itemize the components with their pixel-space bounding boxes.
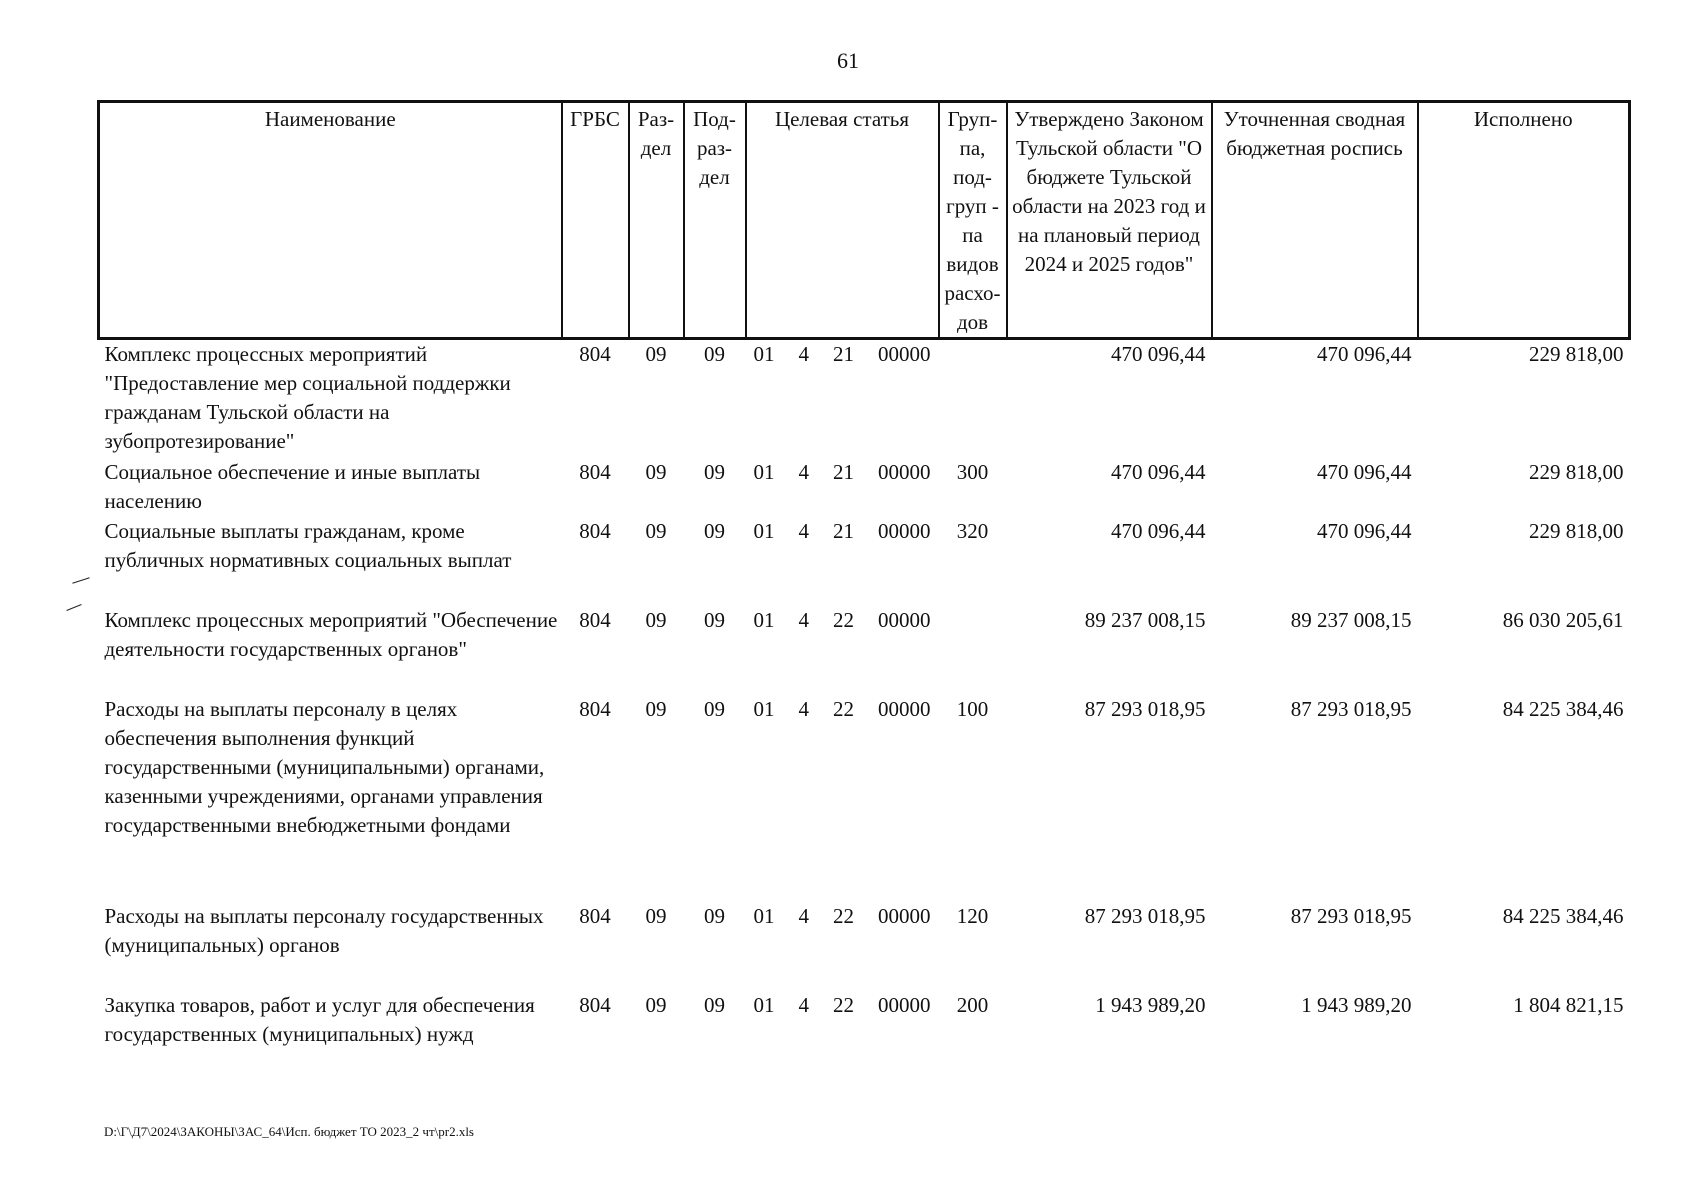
row-executed: 229 818,00 — [1529, 342, 1624, 366]
table-row — [99, 695, 1630, 902]
row-podrazdel: 09 — [704, 342, 725, 366]
table-body — [99, 339, 1630, 1080]
row-executed: 84 225 384,46 — [1502, 903, 1624, 928]
row-expense-group: 100 — [956, 696, 989, 721]
table-row — [99, 606, 1630, 695]
row-refined: 470 096,44 — [1317, 342, 1412, 366]
row-target-article: 01 4 21 00000 — [753, 518, 931, 543]
row-razdel: 09 — [645, 696, 667, 721]
row-name: Закупка товаров, работ и услуг для обеспечения государственных (муниципальных) нужд — [104, 992, 535, 1046]
row-razdel: 09 — [645, 459, 667, 484]
row-podrazdel: 09 — [704, 903, 725, 928]
row-razdel: 09 — [645, 518, 667, 543]
row-name: Расходы на выплаты персоналу государственных (муниципальных) органов — [104, 903, 544, 957]
row-podrazdel: 09 — [704, 992, 725, 1017]
row-razdel: 09 — [645, 903, 667, 928]
row-refined: 1 943 989,20 — [1301, 992, 1412, 1017]
row-expense-group: 320 — [956, 518, 989, 543]
row-executed: 86 030 205,61 — [1502, 607, 1624, 632]
row-podrazdel: 09 — [704, 459, 725, 484]
page-number: 61 — [837, 48, 859, 73]
row-razdel: 09 — [645, 607, 667, 632]
header-grbs: ГРБС — [562, 102, 629, 339]
header-approved: Утверждено Законом Тульской области "О бюджете Тульской области на 2023 год и на плановый период 2024 и 2025 годов" — [1007, 102, 1212, 339]
row-name: Социальное обеспечение и иные выплаты населению — [104, 459, 481, 513]
row-target-article: 01 4 21 00000 — [753, 342, 931, 366]
header-podrazdel: Под- раз- дел — [684, 102, 746, 339]
row-executed: 229 818,00 — [1529, 459, 1624, 484]
table-row — [99, 991, 1630, 1080]
row-executed: 1 804 821,15 — [1513, 992, 1624, 1017]
row-refined: 89 237 008,15 — [1290, 607, 1412, 632]
row-approved: 87 293 018,95 — [1084, 903, 1206, 928]
row-refined: 470 096,44 — [1317, 518, 1412, 543]
row-expense-group: 120 — [956, 903, 989, 928]
margin-pen-mark — [72, 577, 89, 584]
header-executed: Исполнено — [1418, 102, 1630, 339]
row-target-article: 01 4 22 00000 — [753, 607, 931, 632]
row-grbs: 804 — [579, 342, 611, 366]
row-grbs: 804 — [579, 992, 611, 1017]
row-name: Социальные выплаты гражданам, кроме публичных нормативных социальных выплат — [104, 518, 512, 572]
table-row — [99, 517, 1630, 606]
row-refined: 470 096,44 — [1317, 459, 1412, 484]
row-expense-group — [939, 606, 1007, 695]
table-row — [99, 902, 1630, 991]
row-approved: 470 096,44 — [1111, 459, 1206, 484]
file-path-footer: D:\Г\Д7\2024\ЗАКОНЫ\ЗАС_64\Исп. бюджет ТО 2023_2 чт\pr2.xls — [104, 1124, 474, 1139]
header-target-article: Целевая статья — [746, 102, 939, 339]
row-expense-group: 300 — [956, 459, 989, 484]
row-executed: 84 225 384,46 — [1502, 696, 1624, 721]
table-row — [99, 339, 1630, 458]
row-approved: 1 943 989,20 — [1095, 992, 1206, 1017]
row-podrazdel: 09 — [704, 518, 725, 543]
row-name: Комплекс процессных мероприятий "Обеспечение деятельности государственных органов" — [104, 607, 558, 661]
row-razdel: 09 — [645, 992, 667, 1017]
row-grbs: 804 — [579, 459, 611, 484]
row-expense-group — [939, 339, 1007, 458]
row-name: Комплекс процессных мероприятий "Предоставление мер социальной поддержки гражданам Тульской области на зубопротезирование" — [104, 342, 511, 453]
header-name: Наименование — [99, 102, 562, 339]
row-podrazdel: 09 — [704, 607, 725, 632]
row-grbs: 804 — [579, 607, 611, 632]
margin-pen-mark — [66, 604, 81, 611]
table-header — [99, 102, 1630, 339]
table-row — [99, 458, 1630, 517]
row-target-article: 01 4 22 00000 — [753, 696, 931, 721]
row-grbs: 804 — [579, 696, 611, 721]
row-approved: 87 293 018,95 — [1084, 696, 1206, 721]
row-target-article: 01 4 21 00000 — [753, 459, 931, 484]
row-target-article: 01 4 22 00000 — [753, 903, 931, 928]
header-razdel: Раз- дел — [629, 102, 684, 339]
row-name: Расходы на выплаты персоналу в целях обеспечения выполнения функций государственными (муниципальными) органами, казенными учреждениями, органами управления государственными внебюджетными фондами — [104, 696, 545, 837]
row-razdel: 09 — [645, 342, 667, 366]
row-grbs: 804 — [579, 518, 611, 543]
row-refined: 87 293 018,95 — [1290, 696, 1412, 721]
header-refined: Уточненная сводная бюджетная роспись — [1212, 102, 1418, 339]
row-target-article: 01 4 22 00000 — [753, 992, 931, 1017]
row-approved: 89 237 008,15 — [1084, 607, 1206, 632]
row-executed: 229 818,00 — [1529, 518, 1624, 543]
row-expense-group: 200 — [956, 992, 989, 1017]
row-grbs: 804 — [579, 903, 611, 928]
row-approved: 470 096,44 — [1111, 342, 1206, 366]
row-approved: 470 096,44 — [1111, 518, 1206, 543]
budget-table — [97, 100, 1631, 1080]
header-expense-group: Груп- па, под- груп - па видов расхо- дов — [939, 102, 1007, 339]
row-podrazdel: 09 — [704, 696, 725, 721]
row-refined: 87 293 018,95 — [1290, 903, 1412, 928]
